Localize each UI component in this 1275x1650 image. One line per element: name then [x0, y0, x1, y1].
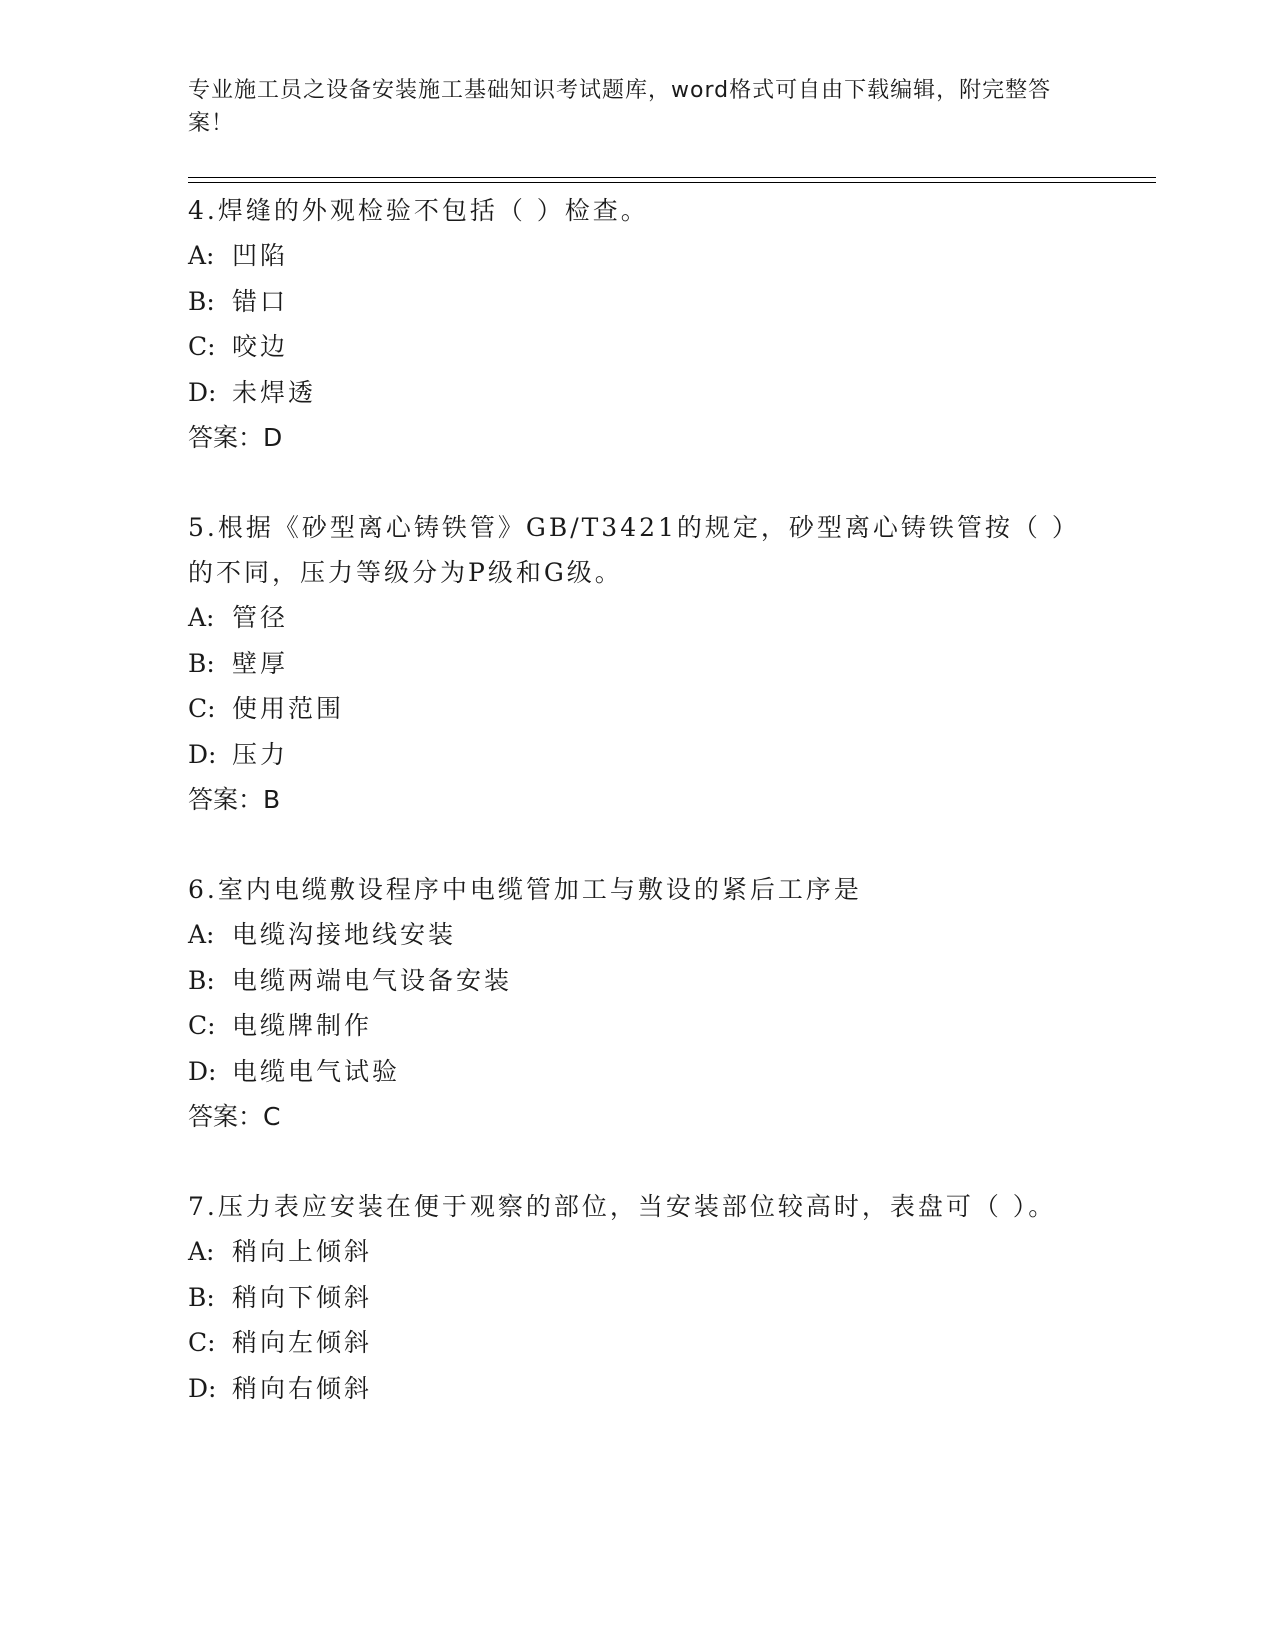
option-b — [188, 958, 1068, 1004]
option-a — [188, 912, 1068, 958]
answer: 答案：C — [188, 1102, 281, 1131]
document-header: 专业施工员之设备安装施工基础知识考试题库，word格式可自由下载编辑，附完整答案！ — [188, 78, 1052, 136]
header-divider-bottom — [188, 182, 1156, 183]
option-letter: A: — [188, 920, 215, 949]
option-text: 管径 — [232, 603, 289, 632]
option-c — [188, 1320, 1068, 1366]
option-a — [188, 595, 1068, 641]
option-letter: D: — [188, 1056, 217, 1086]
option-letter: D: — [188, 739, 217, 769]
question-text: 7.压力表应安装在便于观察的部位，当安装部位较高时，表盘可（ ）。 — [188, 1192, 1057, 1221]
question-text: 5.根据《砂型离心铸铁管》GB/T3421的规定，砂型离心铸铁管按（ ）的不同，压力等级分为P级和G级。 — [188, 513, 1068, 587]
option-text: 电缆牌制作 — [232, 1011, 373, 1040]
option-letter: A: — [188, 241, 215, 270]
option-text: 稍向左倾斜 — [232, 1328, 373, 1357]
option-letter: A: — [188, 603, 215, 632]
question-list — [188, 188, 1068, 1456]
option-d — [188, 732, 1068, 778]
option-text: 咬边 — [232, 332, 289, 361]
option-letter: D: — [188, 1373, 217, 1403]
option-d — [188, 370, 1068, 416]
option-c — [188, 1003, 1068, 1049]
option-text: 稍向下倾斜 — [232, 1282, 373, 1312]
option-letter: A: — [188, 1237, 215, 1266]
option-text: 电缆两端电气设备安装 — [232, 965, 513, 995]
option-letter: C: — [188, 694, 216, 723]
header-divider-top — [188, 177, 1156, 178]
option-letter: B: — [188, 1282, 215, 1312]
option-letter: B: — [188, 648, 215, 678]
question-5 — [188, 505, 1068, 822]
question-4 — [188, 188, 1068, 460]
option-letter: C: — [188, 1011, 216, 1040]
option-c — [188, 324, 1068, 370]
option-letter: B: — [188, 286, 215, 316]
option-text: 凹陷 — [232, 241, 289, 270]
option-b — [188, 641, 1068, 687]
option-letter: D: — [188, 377, 217, 407]
option-a — [188, 1229, 1068, 1275]
option-text: 电缆电气试验 — [232, 1056, 401, 1086]
option-letter: B: — [188, 965, 215, 995]
option-text: 稍向上倾斜 — [232, 1237, 373, 1266]
option-d — [188, 1366, 1068, 1412]
question-text: 6.室内电缆敷设程序中电缆管加工与敷设的紧后工序是 — [188, 875, 862, 904]
answer: 答案：B — [188, 785, 281, 814]
option-d — [188, 1049, 1068, 1095]
option-letter: C: — [188, 1328, 216, 1357]
option-b — [188, 1275, 1068, 1321]
option-letter: C: — [188, 332, 216, 361]
option-a — [188, 233, 1068, 279]
option-text: 未焊透 — [232, 377, 317, 407]
option-text: 稍向右倾斜 — [232, 1373, 373, 1403]
option-text: 电缆沟接地线安装 — [232, 920, 457, 949]
question-7 — [188, 1184, 1068, 1411]
answer: 答案：D — [188, 423, 283, 452]
option-text: 壁厚 — [232, 648, 289, 678]
question-text: 4.焊缝的外观检验不包括（ ）检查。 — [188, 196, 649, 225]
question-6 — [188, 867, 1068, 1139]
option-b — [188, 279, 1068, 325]
option-text: 使用范围 — [232, 694, 345, 723]
option-c — [188, 686, 1068, 732]
option-text: 压力 — [232, 739, 289, 769]
option-text: 错口 — [232, 286, 289, 316]
